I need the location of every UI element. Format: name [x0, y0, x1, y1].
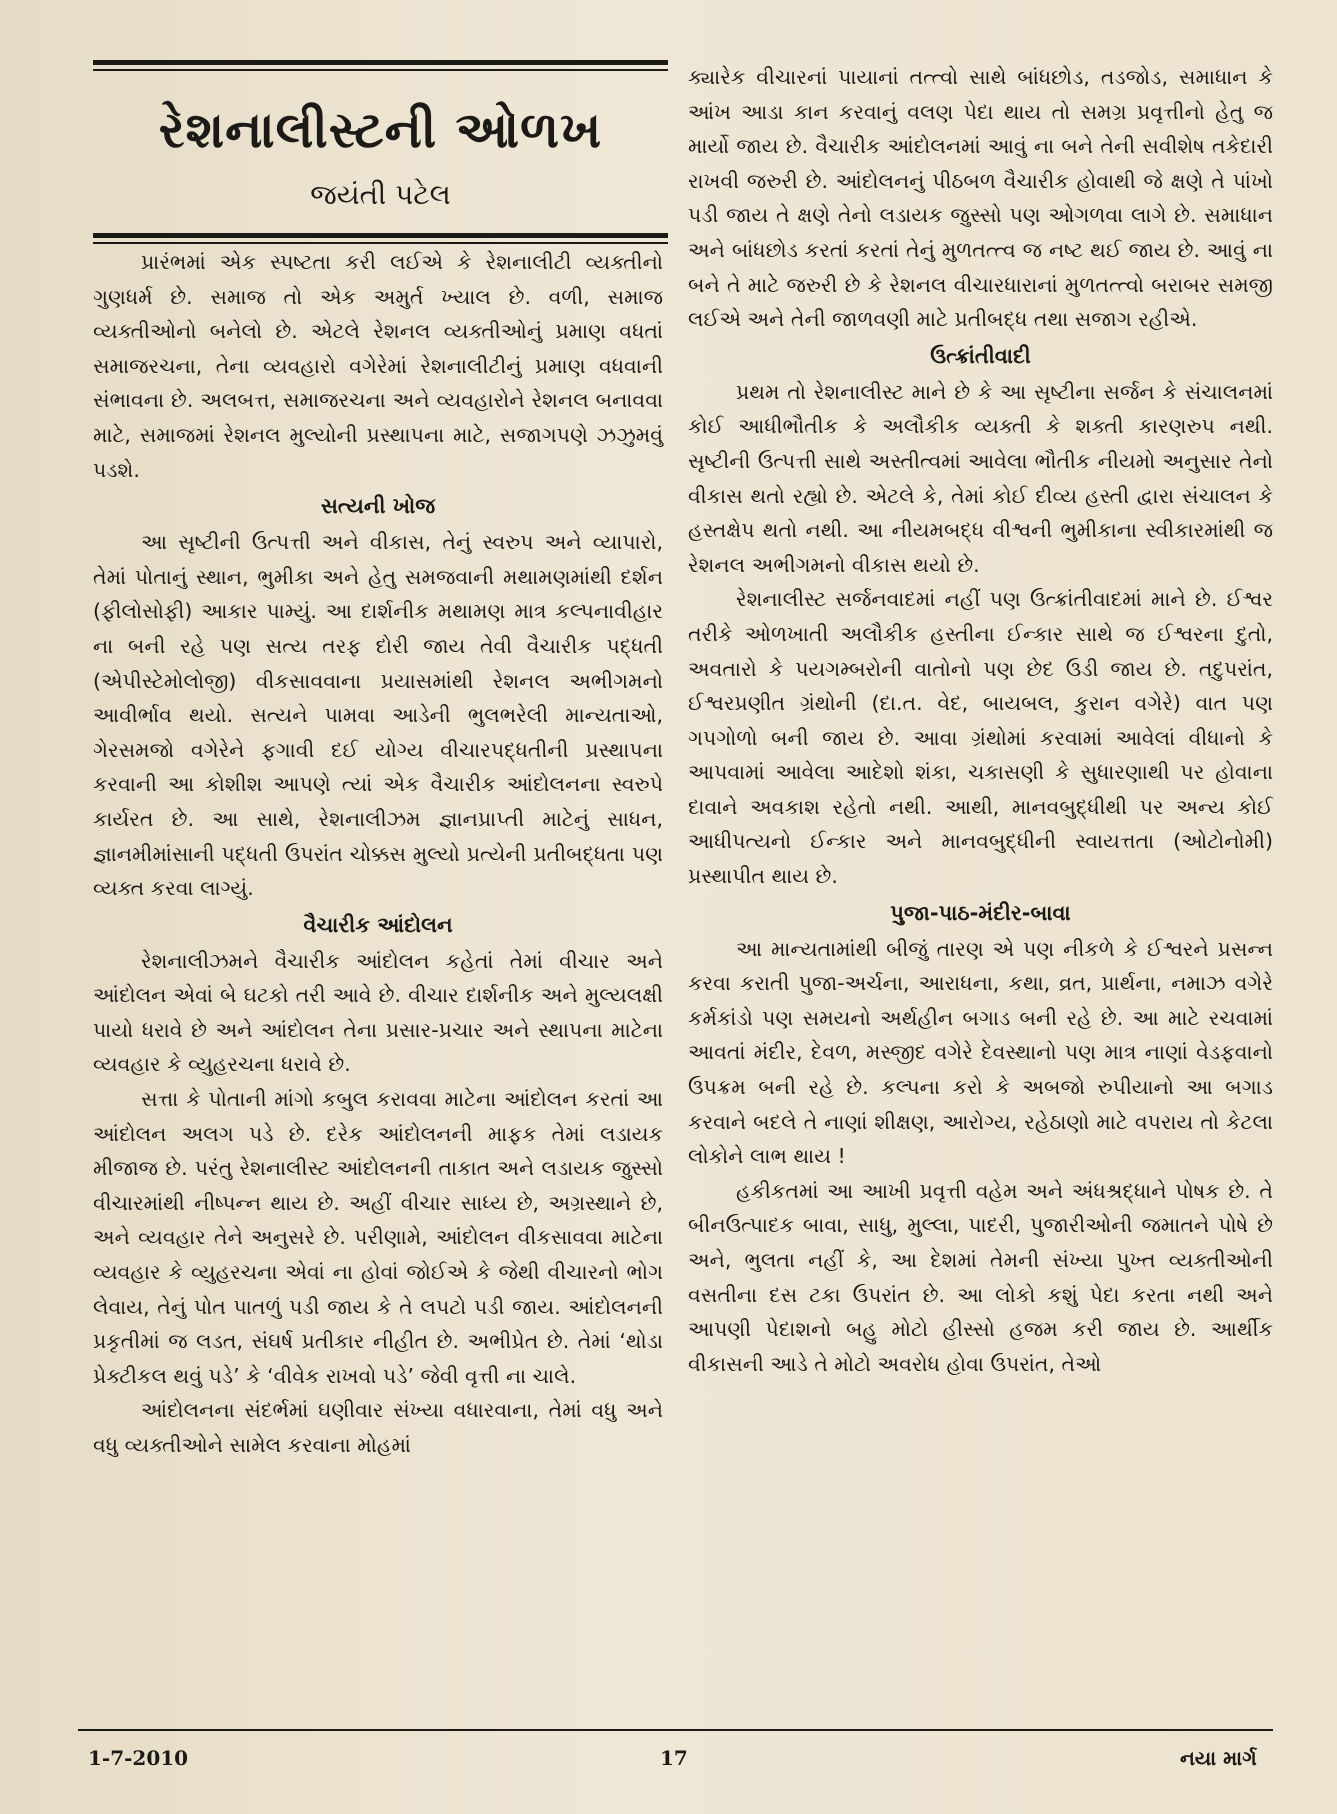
right-paragraph-5: હકીકતમાં આ આખી પ્રવૃત્તી વહેમ અને અંધશ્રદ્ધાને પોષક છે. તે બીનઉત્પાદક બાવા, સાધુ, મુલ્લા, પાદરી, પુજારીઓની જમાતને પોષે છે અને, ભુલતા નહીં કે, આ દેશમાં તેમની સંખ્યા પુખ્ત વ્યક્તીઓની વસતીના દસ ટકા ઉપરાંત છે. આ લોકો કશું પેદા કરતા નથી અને આપણી પેદાશનો બહુ મોટો હીસ્સો હજમ કરી જાય છે. આર્થીક વીકાસની આડે તે મોટો અવરોધ હોવા ઉપરાંત, તેઓ: [688, 1178, 1273, 1376]
right-paragraph-4: આ માન્યતામાંથી બીજું તારણ એ પણ નીકળે કે ઈશ્વરને પ્રસન્ન કરવા કરાતી પુજા-અર્ચના, આરાધના, કથા, વ્રત, પ્રાર્થના, નમાઝ વગેરે કર્મકાંડો પણ સમયનો અર્થહીન બગાડ બની રહે છે. આ માટે રચવામાં આવતાં મંદીર, દેવળ, મસ્જીદ વગેરે દેવસ્થાનો પણ માત્ર નાણાં વેડફવાનો ઉપક્રમ બની રહે છે. કલ્પના કરો કે અબજો રુપીયાનો આ બગાડ કરવાને બદલે તે નાણાં શીક્ષણ, આરોગ્ય, રહેઠાણો માટે વપરાય તો કેટલા લોકોને લાભ થાય !: [688, 936, 1273, 1169]
article-title: રેશનાલીસ્ટની ઓળખ: [158, 101, 603, 159]
right-column: [688, 60, 1273, 1381]
left-heading-2: વૈચારીક આંદોલન: [303, 912, 453, 937]
footer-date: 1-7-2010: [88, 1746, 189, 1770]
right-heading-2: પુજા-પાઠ-મંદીર-બાવા: [890, 900, 1071, 925]
left-paragraph-2: આ સૃષ્ટીની ઉત્પત્તી અને વીકાસ, તેનું સ્વરુપ અને વ્યાપારો, તેમાં પોતાનું સ્થાન, ભુમીકા અને હેતુ સમજવાની મથામણમાંથી દર્શન (ફીલોસોફી) આકાર પામ્યું. આ દાર્શનીક મથામણ માત્ર કલ્પનાવીહાર ના બની રહે પણ સત્ય તરફ દોરી જાય તેવી વૈચારીક પદ્ધતી (એપીસ્ટેમોલોજી) વીકસાવવાના પ્રયાસમાંથી રેશનલ અભીગમનો આવીર્ભાવ થયો. સત્યને પામવા આડેની ભુલભરેલી માન્યતાઓ, ગેરસમજો વગેરેને ફગાવી દઈ યોગ્ય વીચારપદ્ધતીની પ્રસ્થાપના કરવાની આ કોશીશ આપણે ત્યાં એક વૈચારીક આંદોલનના સ્વરુપે કાર્યરત છે. આ સાથે, રેશનાલીઝમ જ્ઞાનપ્રાપ્તી માટેનું સાધન, જ્ઞાનમીમાંસાની પદ્ધતી ઉપરાંત ચોક્કસ મુલ્યો પ્રત્યેની પ્રતીબદ્ધતા પણ વ્યક્ત કરવા લાગ્યું.: [93, 530, 663, 901]
right-paragraph-2: પ્રથમ તો રેશનાલીસ્ટ માને છે કે આ સૃષ્ટીના સર્જન કે સંચાલનમાં કોઈ આધીભૌતીક કે અલૌકીક વ્યક્તી કે શક્તી કારણરુપ નથી. સૃષ્ટીની ઉત્પત્તી સાથે અસ્તીત્વમાં આવેલા ભૌતીક નીયમો અનુસાર તેનો વીકાસ થતો રહ્યો છે. એટલે કે, તેમાં કોઈ દીવ્ય હસ્તી દ્વારા સંચાલન કે હસ્તક્ષેપ થતો નથી. આ નીયમબદ્ધ વીશ્વની ભુમીકાના સ્વીકારમાંથી જ રેશનલ અભીગમનો વીકાસ થયો છે.: [688, 379, 1273, 577]
left-paragraph-3: રેશનાલીઝમને વૈચારીક આંદોલન કહેતાં તેમાં વીચાર અને આંદોલન એવાં બે ઘટકો તરી આવે છે. વીચાર દાર્શનીક અને મુલ્યલક્ષી પાયો ધરાવે છે અને આંદોલન તેના પ્રસાર-પ્રચાર અને સ્થાપના માટેના વ્યવહાર કે વ્યુહરચના ધરાવે છે.: [93, 948, 663, 1077]
header-bottom-rule-thick: [93, 233, 668, 238]
header-bottom-rule-thin: [93, 242, 668, 244]
left-paragraph-4: સત્તા કે પોતાની માંગો કબુલ કરાવવા માટેના આંદોલન કરતાં આ આંદોલન અલગ પડે છે. દરેક આંદોલનની માફક તેમાં લડાયક મીજાજ છે. પરંતુ રેશનાલીસ્ટ આંદોલનની તાકાત અને લડાયક જુસ્સો વીચારમાંથી નીષ્પન્ન થાય છે. અહીં વીચાર સાધ્ય છે, અગ્રસ્થાને છે, અને વ્યવહાર તેને અનુસરે છે. પરીણામે, આંદોલન વીકસાવવા માટેના વ્યવહાર કે વ્યુહરચના એવાં ના હોવાં જોઈએ કે જેથી વીચારનો ભોગ લેવાય, તેનું પોત પાતળું પડી જાય કે તે લપટો પડી જાય. આંદોલનની પ્રકૃતીમાં જ લડત, સંઘર્ષ પ્રતીકાર નીહીત છે. અભીપ્રેત છે. તેમાં ‘થોડા પ્રેક્ટીકલ થવું પડે’ કે ‘વીવેક રાખવો પડે’ જેવી વૃત્તી ના ચાલે.: [93, 1087, 663, 1388]
article-author: જયંતી પટેલ: [310, 178, 451, 211]
left-paragraph-5: આંદોલનના સંદર્ભમાં ઘણીવાર સંખ્યા વધારવાના, તેમાં વધુ અને વધુ વ્યક્તીઓને સામેલ કરવાના મોહમાં: [93, 1398, 663, 1457]
magazine-name: નયા માર્ગ: [1180, 1746, 1257, 1770]
header-top-rule-thin: [93, 69, 668, 71]
left-heading-1: સત્યની ખોજ: [320, 494, 436, 519]
header-top-rule-thick: [93, 60, 668, 65]
footer-rule: [78, 1729, 1273, 1731]
left-paragraph-1: પ્રારંભમાં એક સ્પષ્ટતા કરી લઈએ કે રેશનાલીટી વ્યક્તીનો ગુણધર્મ છે. સમાજ તો એક અમુર્ત ખ્યાલ છે. વળી, સમાજ વ્યક્તીઓનો બનેલો છે. એટલે રેશનલ વ્યક્તીઓનું પ્રમાણ વધતાં સમાજરચના, તેના વ્યવહારો વગેરેમાં રેશનાલીટીનું પ્રમાણ વધવાની સંભાવના છે. અલબત્ત, સમાજરચના અને વ્યવહારોને રેશનલ બનાવવા માટે, સમાજમાં રેશનલ મુલ્યોની પ્રસ્થાપના માટે, સજાગપણે ઝઝુમવું પડશે.: [93, 250, 663, 482]
article-header: [93, 58, 668, 244]
left-column: [93, 245, 663, 1463]
page-number: 17: [660, 1746, 688, 1770]
right-heading-1: ઉત્ક્રાંતીવાદી: [930, 343, 1031, 368]
right-paragraph-1: ક્યારેક વીચારનાં પાયાનાં તત્ત્વો સાથે બાંધછોડ, તડજોડ, સમાધાન કે આંખ આડા કાન કરવાનું વલણ પેદા થાય તો સમગ્ર પ્રવૃત્તીનો હેતુ જ માર્યો જાય છે. વૈચારીક આંદોલનમાં આવું ના બને તેની સવીશેષ તકેદારી રાખવી જરુરી છે. આંદોલનનું પીઠબળ વૈચારીક હોવાથી જે ક્ષણે તે પાંખો પડી જાય તે ક્ષણે તેનો લડાયક જુસ્સો પણ ઓગળવા લાગે છે. સમાધાન અને બાંધછોડ કરતાં કરતાં તેનું મુળતત્ત્વ જ નષ્ટ થઈ જાય છે. આવું ના બને તે માટે જરુરી છે કે રેશનલ વીચારધારાનાં મુળતત્ત્વો બરાબર સમજી લઈએ અને તેની જાળવણી માટે પ્રતીબદ્ધ તથા સજાગ રહીએ.: [688, 65, 1273, 332]
right-paragraph-3: રેશનાલીસ્ટ સર્જનવાદમાં નહીં પણ ઉત્ક્રાંતીવાદમાં માને છે. ઈશ્વર તરીકે ઓળખાતી અલૌકીક હસ્તીના ઈન્કાર સાથે જ ઈશ્વરના દુતો, અવતારો કે પયગમ્બરોની વાતોનો પણ છેદ ઉડી જાય છે. તદુપરાંત, ઈશ્વરપ્રણીત ગ્રંથોની (દા.ત. વેદ, બાયબલ, કુરાન વગેરે) વાત પણ ગપગોળો બની જાય છે. આવા ગ્રંથોમાં કરવામાં આવેલાં વીધાનો કે આપવામાં આવેલા આદેશો શંકા, ચકાસણી કે સુધારણાથી પર હોવાના દાવાને અવકાશ રહેતો નથી. આથી, માનવબુદ્ધીથી પર અન્ય કોઈ આધીપત્યનો ઈન્કાર અને માનવબુદ્ધીની સ્વાયત્તતા (ઓટોનોમી) પ્રસ્થાપીત થાય છે.: [688, 587, 1273, 889]
